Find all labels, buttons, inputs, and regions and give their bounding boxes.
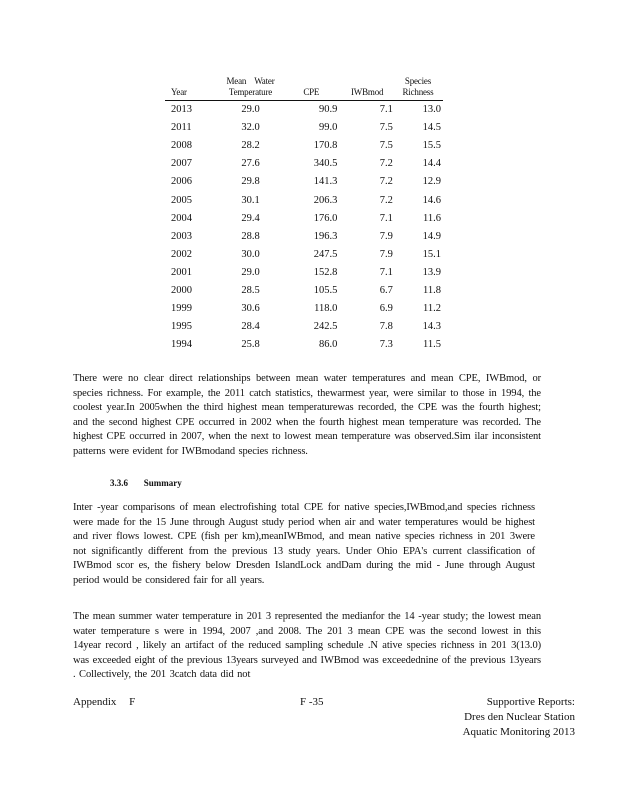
cell-iwbmod: 7.1 bbox=[379, 212, 393, 224]
cell-cpe: 242.5 bbox=[313, 321, 338, 333]
cell-iwbmod: 7.5 bbox=[379, 122, 393, 134]
cell-cpe: 206.3 bbox=[313, 194, 338, 206]
cell-cpe: 176.0 bbox=[313, 212, 338, 224]
cell-species-richness: 13.9 bbox=[422, 266, 441, 278]
cell-iwbmod: 7.9 bbox=[379, 248, 393, 260]
table-header bbox=[165, 76, 443, 101]
table-row bbox=[165, 246, 443, 264]
cell-cpe: 118.0 bbox=[314, 303, 338, 315]
table-row bbox=[165, 210, 443, 228]
footer-right-line3: Aquatic Monitoring 2013 bbox=[462, 726, 575, 738]
header-row bbox=[165, 76, 443, 101]
paragraph-summary-2013: The mean summer water temperature in 201 3 represented the medianfor the 14 -year study; the lowest mean water temperature s were in 1994, 2007 ,and 2008. The 201 3 mean CPE was the second lowest in this 14year record , likely an artifact of the reduced sampling schedule .N ative species richness in 201 3(13.0) was exceeded eight of the previous 13years surveyed and IWBmod was exceedednine of the previous 13years . Collectively, the 201 3catch data did not bbox=[73, 611, 541, 680]
cell-year: 1995 bbox=[171, 321, 192, 333]
cell-mean-water-temperature: 25.8 bbox=[241, 339, 260, 351]
cell-species-richness: 14.6 bbox=[422, 194, 441, 206]
cell-iwbmod: 7.2 bbox=[379, 176, 393, 188]
cell-species-richness: 11.6 bbox=[423, 212, 441, 224]
cell-cpe: 152.8 bbox=[313, 266, 338, 278]
cell-year: 2011 bbox=[171, 122, 192, 134]
cell-mean-water-temperature: 30.1 bbox=[241, 194, 260, 206]
cell-year: 2005 bbox=[171, 194, 192, 206]
header-mean-water-temperature bbox=[216, 76, 285, 101]
cell-year: 2008 bbox=[171, 140, 192, 152]
cell-iwbmod: 7.1 bbox=[379, 104, 393, 116]
table-row bbox=[165, 282, 443, 300]
table-row bbox=[165, 228, 443, 246]
cell-year: 2007 bbox=[171, 158, 192, 170]
cell-year: 2002 bbox=[171, 248, 192, 260]
cell-mean-water-temperature: 30.6 bbox=[241, 303, 260, 315]
table-row bbox=[165, 300, 443, 318]
cell-year: 2001 bbox=[171, 266, 192, 278]
cell-iwbmod: 6.9 bbox=[379, 303, 393, 315]
cell-iwbmod: 7.2 bbox=[379, 158, 393, 170]
table-body bbox=[165, 101, 443, 355]
cell-mean-water-temperature: 29.0 bbox=[241, 104, 260, 116]
cell-year: 1994 bbox=[171, 339, 192, 351]
cell-year: 1999 bbox=[171, 303, 192, 315]
cell-species-richness: 14.3 bbox=[422, 321, 441, 333]
footer-right-line1: Supportive Reports: bbox=[486, 696, 575, 708]
cell-mean-water-temperature: 28.8 bbox=[241, 230, 260, 242]
cell-mean-water-temperature: 27.6 bbox=[241, 158, 260, 170]
cell-iwbmod: 7.3 bbox=[379, 339, 393, 351]
cell-iwbmod: 7.8 bbox=[379, 321, 393, 333]
header-species-richness bbox=[395, 76, 443, 101]
cell-iwbmod: 7.5 bbox=[379, 140, 393, 152]
cell-iwbmod: 6.7 bbox=[379, 284, 393, 296]
cell-cpe: 247.5 bbox=[313, 248, 338, 260]
header-species-line1: Species bbox=[404, 76, 431, 86]
cell-species-richness: 11.8 bbox=[423, 284, 441, 296]
cell-species-richness: 14.5 bbox=[422, 122, 441, 134]
section-heading-summary: 3.3.6 Summary bbox=[110, 478, 182, 488]
cell-cpe: 340.5 bbox=[313, 158, 338, 170]
cell-year: 2000 bbox=[171, 284, 192, 296]
paragraph-temperature-relationships: There were no clear direct relationships between mean water temperatures and mean CPE, IWBmod, or species richness. For example, the 2011 catch statistics, thewarmest year, were similar to those in 1994, the coolest year.In 2005when the third highest mean temperaturewas recorded, the CPE was the fourth highest; and the second highest CPE occurred in 2002 when the fourth highest mean temperature was recorded. The highest CPE occurred in 2007, when the next to lowest mean temperature was observed.Sim ilar inconsistent patterns were evident for IWBmodand species richness. bbox=[73, 373, 541, 457]
footer-page-number: F -35 bbox=[300, 696, 324, 708]
cell-mean-water-temperature: 30.0 bbox=[241, 248, 260, 260]
cell-year: 2006 bbox=[171, 176, 192, 188]
table-row bbox=[165, 191, 443, 209]
cell-species-richness: 15.1 bbox=[422, 248, 441, 260]
cell-mean-water-temperature: 28.4 bbox=[241, 321, 260, 333]
cell-year: 2004 bbox=[171, 212, 192, 224]
header-iwbmod: IWBmod bbox=[341, 76, 395, 101]
cell-iwbmod: 7.2 bbox=[379, 194, 393, 206]
cell-cpe: 141.3 bbox=[313, 176, 338, 188]
footer-right-line2: Dres den Nuclear Station bbox=[464, 711, 575, 723]
table-row bbox=[165, 137, 443, 155]
cell-mean-water-temperature: 28.2 bbox=[241, 140, 260, 152]
header-temp-line1: Mean Water bbox=[226, 76, 275, 86]
footer-report-title bbox=[420, 695, 575, 740]
cell-cpe: 105.5 bbox=[313, 284, 338, 296]
table-row bbox=[165, 119, 443, 137]
header-species-line2: Richness bbox=[402, 87, 434, 97]
cell-cpe: 196.3 bbox=[313, 230, 338, 242]
table-row bbox=[165, 264, 443, 282]
cell-species-richness: 11.2 bbox=[423, 303, 441, 315]
cell-mean-water-temperature: 32.0 bbox=[241, 122, 260, 134]
cell-species-richness: 14.9 bbox=[422, 230, 441, 242]
cell-mean-water-temperature: 28.5 bbox=[241, 284, 260, 296]
table-row bbox=[165, 336, 443, 354]
cell-species-richness: 11.5 bbox=[423, 339, 441, 351]
footer-appendix-label: Appendix F bbox=[73, 696, 136, 708]
cell-mean-water-temperature: 29.4 bbox=[241, 212, 260, 224]
header-year: Year bbox=[165, 76, 216, 101]
cell-year: 2013 bbox=[171, 104, 192, 116]
paragraph-summary-comparisons: Inter -year comparisons of mean electrofishing total CPE for native species,IWBmod,and species richness were made for the 15 June through August study period when air and water temperatures would be highest and river flows lowest. CPE (fish per km),meanIWBmod, and mean native species richness in 201 3were not significantly different from the previous 13 study years. Under Ohio EPA's current classification of IWBmod scor es, the fishery below Dresden IslandLock andDam during the mid - June through August period would be considered fair for all years. bbox=[73, 502, 535, 586]
table-row bbox=[165, 318, 443, 336]
cell-iwbmod: 7.9 bbox=[379, 230, 393, 242]
table-row bbox=[165, 173, 443, 191]
cell-species-richness: 12.9 bbox=[422, 176, 441, 188]
table-row bbox=[165, 101, 443, 120]
fish-statistics-table bbox=[165, 76, 443, 354]
table-row bbox=[165, 155, 443, 173]
cell-year: 2003 bbox=[171, 230, 192, 242]
header-cpe: CPE bbox=[285, 76, 341, 101]
header-temp-line2: Temperature bbox=[228, 87, 273, 97]
cell-iwbmod: 7.1 bbox=[379, 266, 393, 278]
cell-cpe: 90.9 bbox=[319, 104, 338, 116]
cell-cpe: 170.8 bbox=[313, 140, 338, 152]
cell-cpe: 99.0 bbox=[319, 122, 338, 134]
cell-mean-water-temperature: 29.0 bbox=[241, 266, 260, 278]
cell-species-richness: 13.0 bbox=[422, 104, 441, 116]
cell-cpe: 86.0 bbox=[319, 339, 338, 351]
cell-species-richness: 14.4 bbox=[422, 158, 441, 170]
cell-mean-water-temperature: 29.8 bbox=[241, 176, 260, 188]
cell-species-richness: 15.5 bbox=[422, 140, 441, 152]
